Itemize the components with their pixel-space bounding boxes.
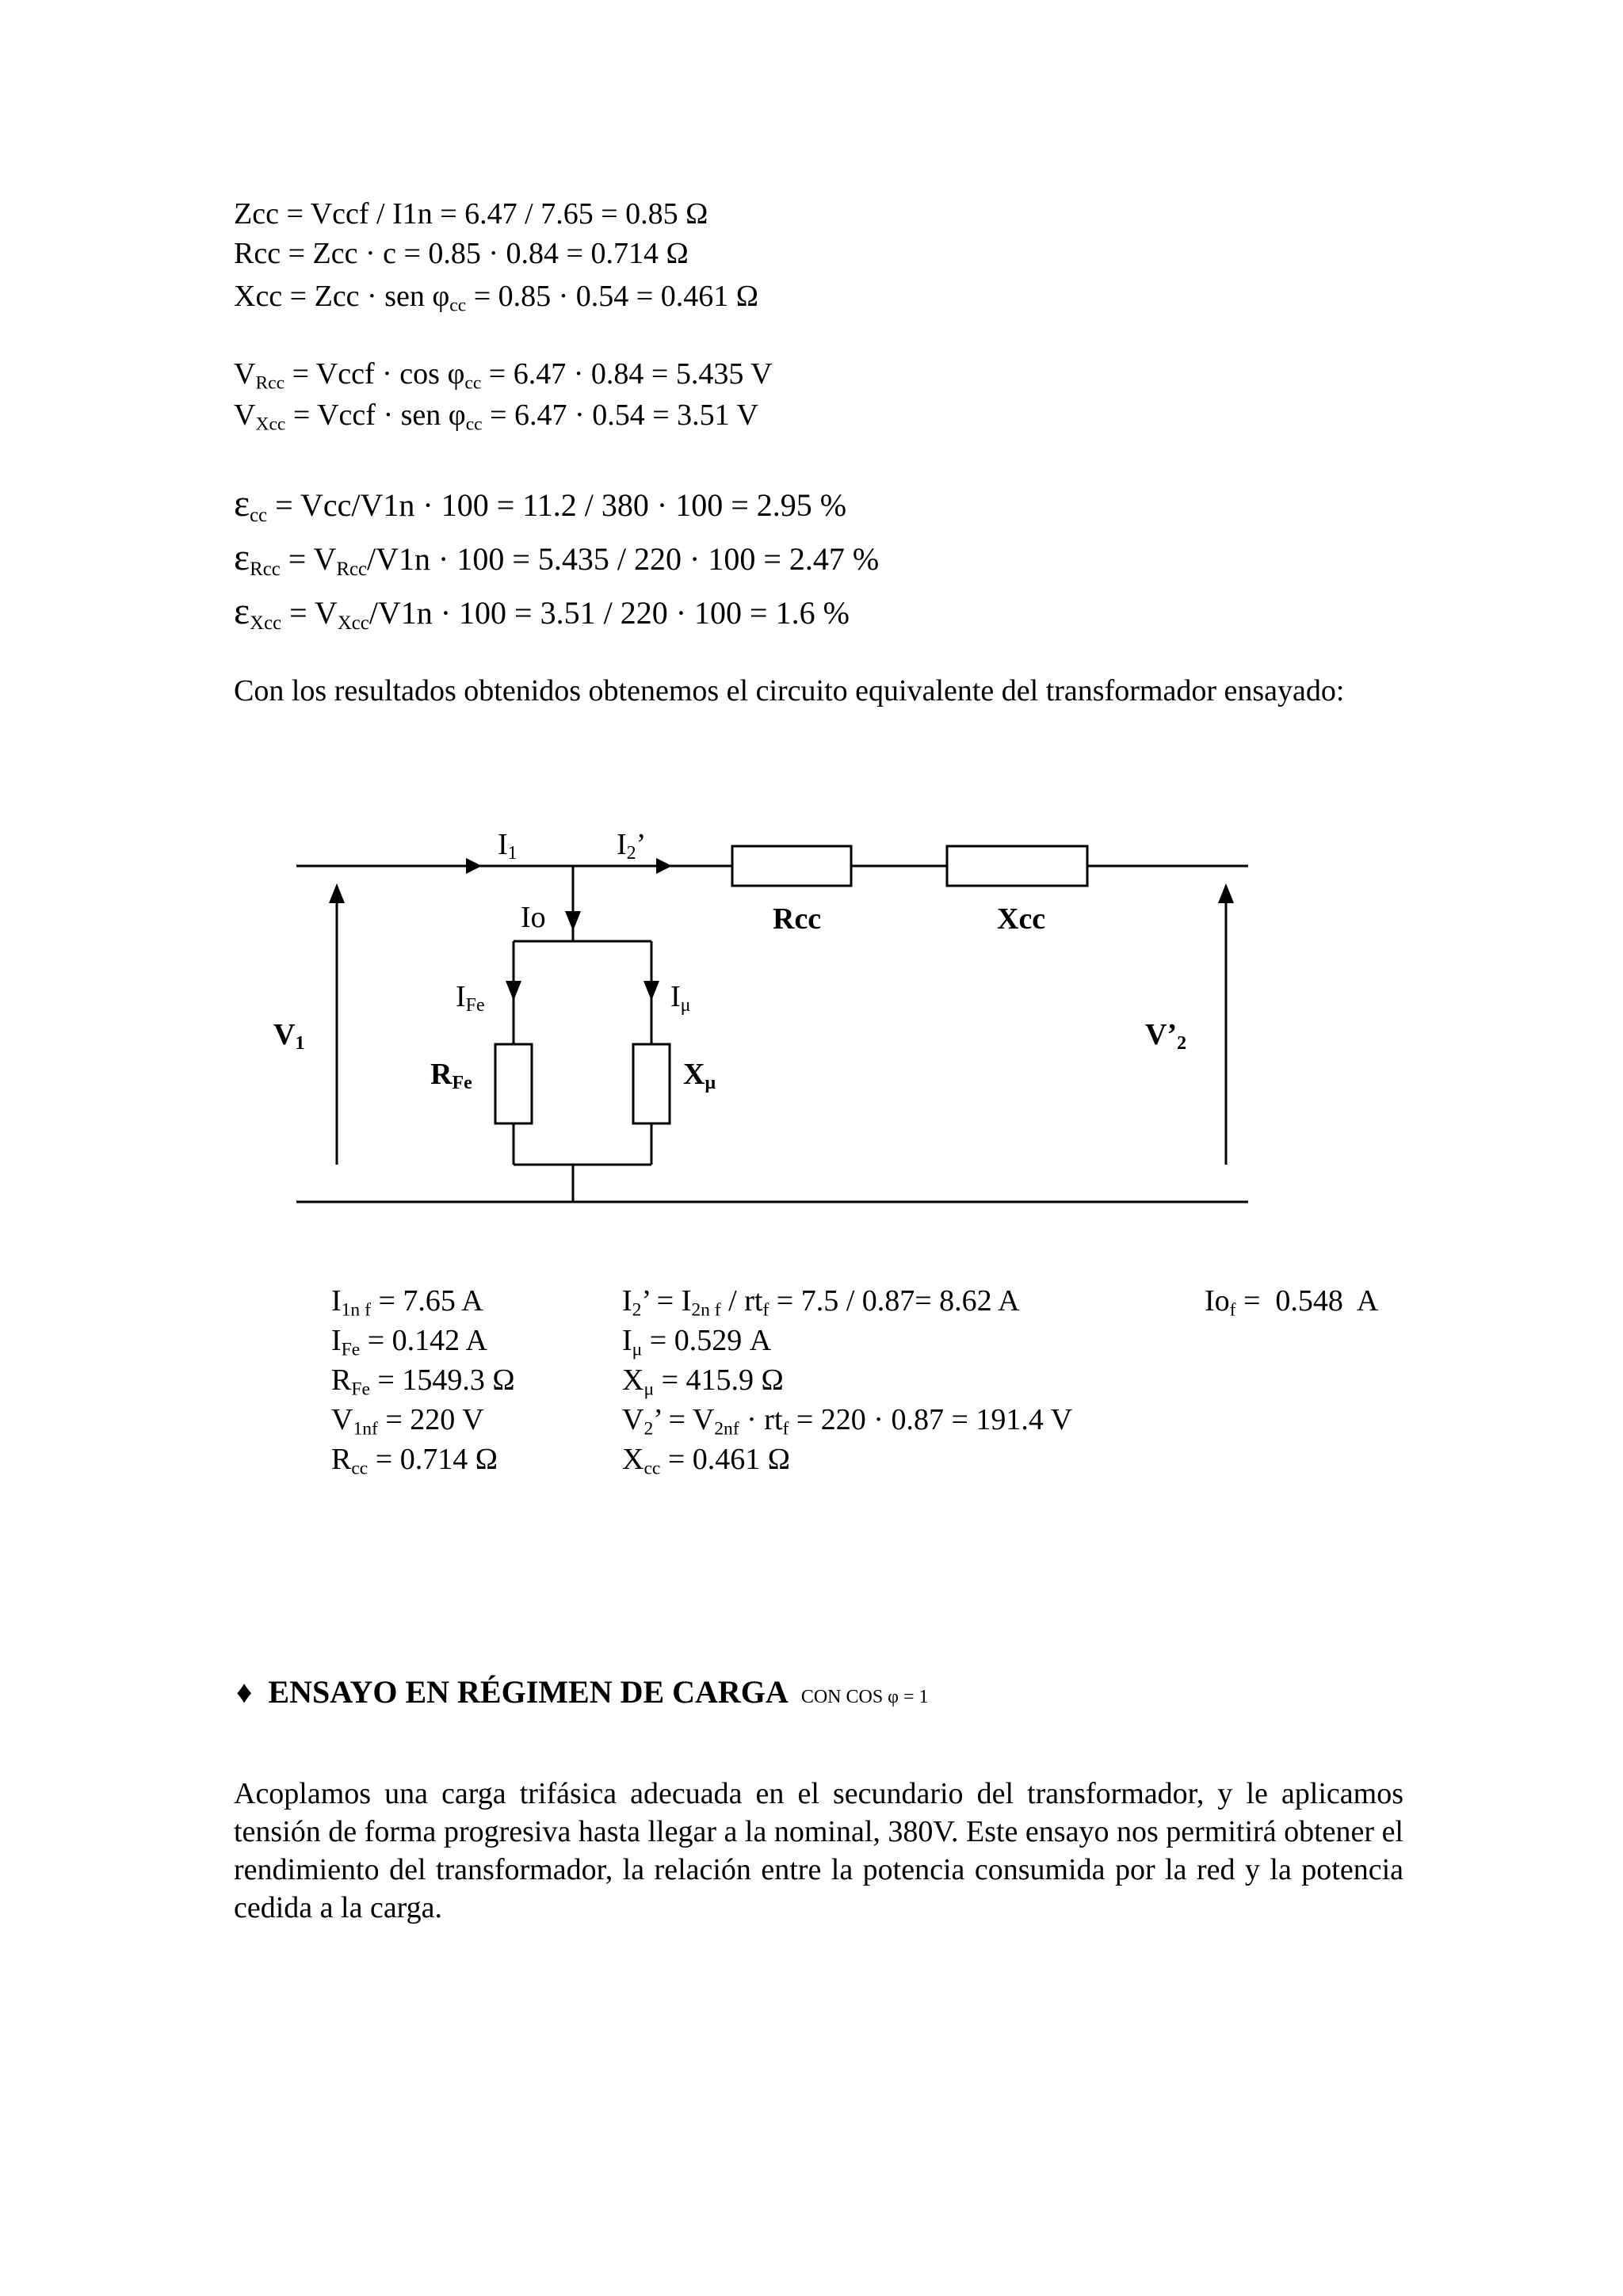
formula-zcc: Zcc = Vccf / I1n = 6.47 / 7.65 = 0.85 Ω [234, 197, 708, 231]
result-rfe: $R_{Fe} = 1549.3$ Ω [331, 1363, 515, 1400]
formula-vxcc: $V_{Xcc}$ = Vccf · sen $\varphi_{cc} = 6.47 \cdot 0.54 = 3.51$ V [234, 399, 758, 435]
result-v1nf: $V_{1nf} = 220$ V [331, 1403, 484, 1440]
label-xmu: Xμ [683, 1058, 716, 1093]
rcc-resistor [732, 846, 851, 886]
v2-arrowhead [1218, 883, 1234, 903]
diamond-bullet-icon: ♦ [236, 1674, 253, 1710]
result-i1nf: $I_{1n f} = 7.65$ A [331, 1284, 483, 1321]
closing-paragraph: Acoplamos una carga trifásica adecuada en el secundario del transformador, y le aplicamos tensión de forma progresiva hasta llegar a la nominal, 380V. Este ensayo nos permitirá obtener el rendimiento del transformador, la relación entre la potencia consumida por la red y la potencia cedida a la carga. [234, 1777, 1403, 1924]
result-imu: $I_\mu = 0.529$ A [622, 1324, 772, 1360]
formula-ecc: $\varepsilon_{cc} = Vcc/V1n \cdot 100 = 11.2 / 380 \cdot 100 = 2.95$ % [234, 482, 847, 526]
label-v2-prime: V’2 [1145, 1018, 1187, 1054]
result-ife: $I_{Fe} = 0.142$ A [331, 1324, 487, 1360]
xcc-reactance [947, 846, 1087, 886]
i1-arrowhead [466, 858, 482, 874]
label-ife: IFe [456, 980, 485, 1016]
section-heading [236, 1673, 929, 1711]
result-rcc: $R_{cc} = 0.714$ Ω [331, 1443, 498, 1479]
ife-arrowhead [506, 981, 521, 1001]
formula-rcc: Rcc = Zcc · c = 0.85 · 0.84 = 0.714 Ω [234, 237, 689, 270]
intro-paragraph: Con los resultados obtenidos obtenemos el circuito equivalente del transformador ensayado: [234, 674, 1345, 707]
imu-arrowhead [643, 981, 659, 1001]
result-xcc: $X_{cc} = 0.461$ Ω [622, 1443, 791, 1479]
xmu-reactance [633, 1044, 670, 1123]
label-rfe: RFe [430, 1058, 472, 1093]
label-imu: Iμ [670, 980, 691, 1016]
formula-ercc: $\varepsilon_{Rcc} = V_{Rcc}/V1n \cdot 100 = 5.435 / 220 \cdot 100 = 2.47$ % [234, 536, 880, 580]
formula-xcc: Xcc = Zcc · sen $\varphi_{cc} = 0.85 \cdot 0.54 = 0.461$ Ω [234, 280, 758, 316]
label-i1: I1 [498, 828, 517, 864]
formula-vrcc: $V_{Rcc}$ = Vccf · $\cos \varphi_{cc} = 6.47 \cdot 0.84 = 5.435$ V [234, 357, 773, 394]
label-i2-prime: I2’ [617, 828, 647, 864]
label-xcc: Xcc [997, 902, 1046, 936]
result-xmu: $X_\mu = 415.9$ Ω [622, 1363, 784, 1400]
result-v2-prime: $V_2$’ = $V_{2nf} \cdot rt_f = 220 \cdot 0.87 = 191.4$ V [622, 1403, 1073, 1440]
rfe-resistor [495, 1044, 532, 1123]
result-io: $Io_f = 0.548$ A [1205, 1284, 1379, 1321]
formula-excc: $\varepsilon_{Xcc} = V_{Xcc}/V1n \cdot 100 = 3.51 / 220 \cdot 100 = 1.6$ % [234, 590, 850, 634]
label-v1: V1 [273, 1018, 305, 1054]
label-io: Io [521, 901, 546, 934]
i2-arrowhead [656, 858, 672, 874]
result-i2-prime: $I_2$’ = $I_{2n f} / rt_f = 7.5 / 0.87= 8.62$ A [622, 1284, 1020, 1321]
v1-arrowhead [329, 883, 345, 903]
section-subtitle: CON COS φ = 1 [800, 1687, 929, 1707]
label-rcc: Rcc [773, 902, 822, 936]
io-arrowhead [565, 911, 581, 931]
section-title: ENSAYO EN RÉGIMEN DE CARGA [268, 1674, 789, 1710]
